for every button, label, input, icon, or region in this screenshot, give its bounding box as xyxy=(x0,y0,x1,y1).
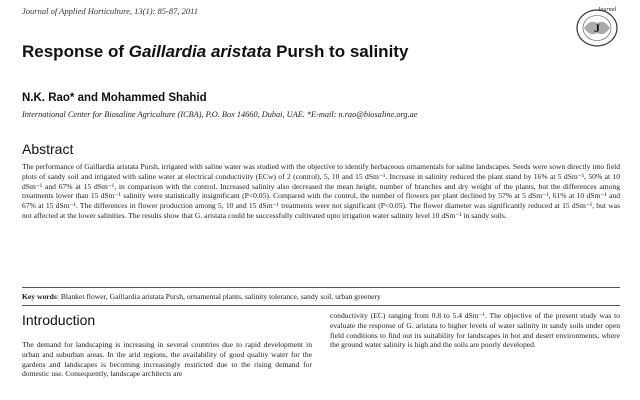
keywords-top-rule xyxy=(22,287,620,288)
keywords xyxy=(22,292,620,301)
keywords-label: Key words xyxy=(22,292,57,301)
title-prefix: Response of xyxy=(22,42,129,61)
journal-logo-icon xyxy=(572,3,622,49)
abstract-heading: Abstract xyxy=(22,141,74,157)
journal-citation: Journal of Applied Horticulture, 13(1): 85-87, 2011 xyxy=(22,6,198,16)
logo-letter: J xyxy=(594,21,600,35)
keywords-bottom-rule xyxy=(22,305,620,306)
title-suffix: Pursh to salinity xyxy=(271,42,409,61)
abstract-text: The performance of Gaillardia aristata Pursh, irrigated with saline water was studied with the objective to identify herbaceous ornamentals for saline landscapes. Seeds were sown directly into field plots of sandy soil and irrigated with saline water at electrical conductivity (ECw) of 2 (control), 5, 10 and 15 dSm⁻¹. Increase in salinity reduced the plant stand by 16% at 5 dSm⁻¹, 50% at 10 dSm⁻¹ and 67% at 15 dSm⁻¹, in comparison with the control. Increased salinity also decreased the mean height, number of branches and dry weight of the plants, but the differences among treatments lower than 15 dSm⁻¹ salinity were statistically insignificant (P<0.05). Compared with the control, the number of flowers per plant declined by 57% at 5 dSm⁻¹, 61% at 10 dSm⁻¹ and 67% at 15 dSm⁻¹. The differences in flower production among 5, 10 and 15 dSm⁻¹ treatments were not significant (P<0.05). The flower diameter was significantly reduced at 15 dSm⁻¹, but was not affected at the lower salinities. The results show that G. aristata could be successfully cultivated upto irrigation water salinity level 10 dSm⁻¹ in sandy soils. xyxy=(22,162,620,220)
paper-title xyxy=(22,42,408,62)
title-species: Gaillardia aristata xyxy=(128,42,272,61)
affiliation: International Center for Biosaline Agriculture (ICBA), P.O. Box 14660, Dubai, UAE. *E-mail: n.rao@biosaline.org.ae xyxy=(22,110,418,119)
introduction-heading: Introduction xyxy=(22,312,96,328)
introduction-left-column: The demand for landscaping is increasing in several countries due to rapid development in urban and suburban areas. In the arid regions, the availability of good quality water for the gardens and landscapes is becoming increasingly restricted due to the rising demand for domestic use. Consequently, landscape architects are xyxy=(22,340,312,379)
introduction-right-column: conductivity (EC) ranging from 0.8 to 5.4 dSm⁻¹. The objective of the present study was to evaluate the response of G. aristata to higher levels of water salinity in sandy soils under open field conditions to find out its suitability for landscapes in hot and desert environments, where the ground water salinity is high and the soils are poorly developed. xyxy=(330,311,620,350)
logo-caption: Journal xyxy=(597,7,617,13)
authors: N.K. Rao* and Mohammed Shahid xyxy=(22,92,207,104)
keywords-text: : Blanket flower, Gaillardia aristata Pursh, ornamental plants, salinity tolerance, sandy soil, urban greenery xyxy=(56,292,381,301)
